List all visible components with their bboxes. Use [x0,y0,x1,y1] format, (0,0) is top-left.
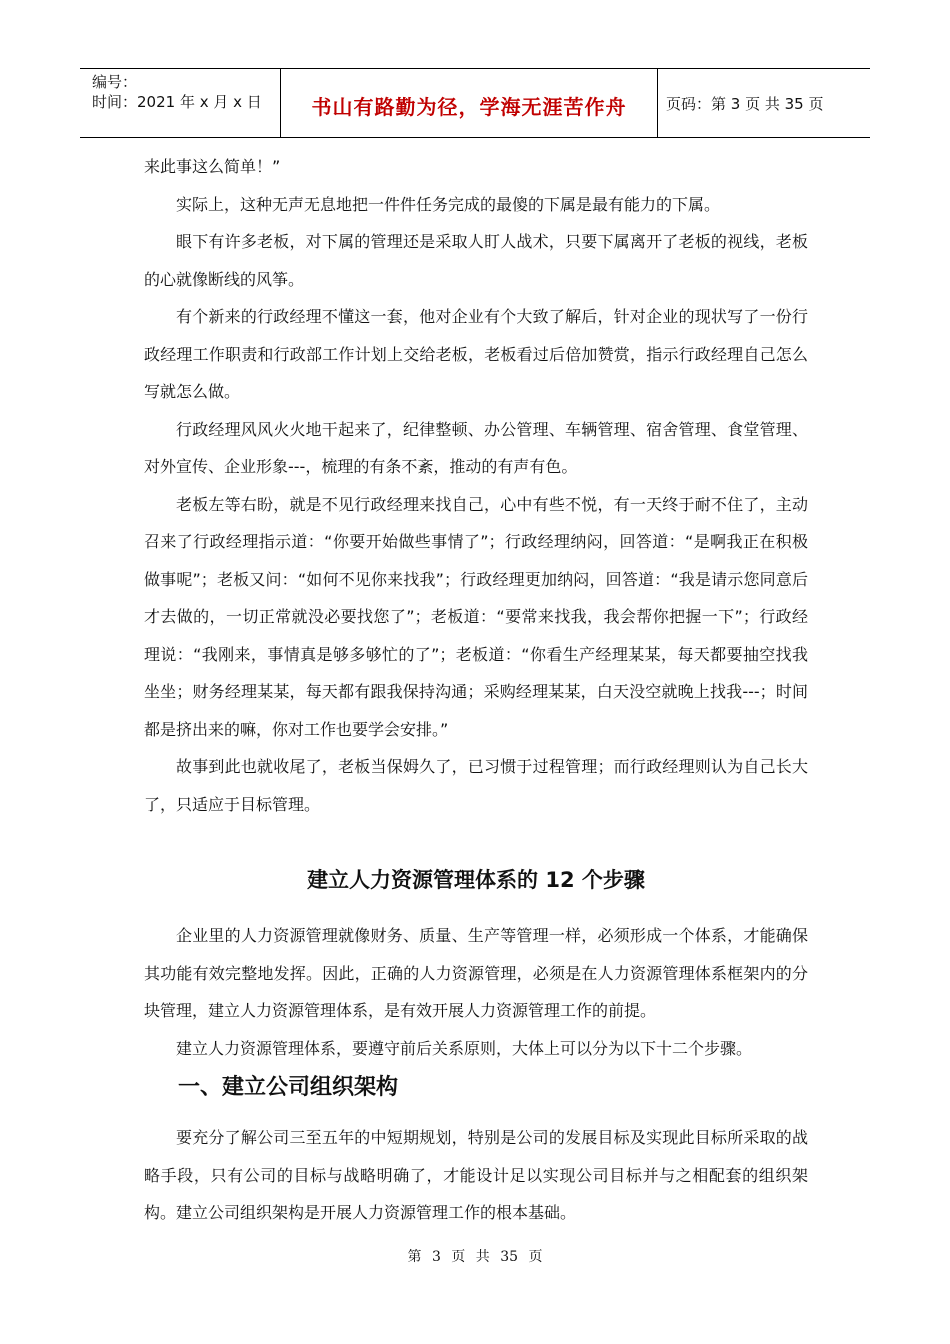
document-date: 时间：2021 年 x 月 x 日 [92,93,262,111]
paragraph-continued: 来此事这么简单！” [144,157,281,176]
paragraph: 老板左等右盼，就是不见行政经理来找自己，心中有些不悦，有一天终于耐不住了，主动召来了行政经理指示道：“你要开始做些事情了”；行政经理纳闷，回答道：“是啊我正在积极做事呢”；老板又问：“如何不见你来找我”；行政经理更加纳闷，回答道：“我是请示您同意后才去做的，一切正常就没必要找您了”；老板道：“要常来找我，我会帮你把握一下”；行政经理说：“我刚来，事情真是够多够忙的了”；老板道：“你看生产经理某某，每天都要抽空找我坐坐；财务经理某某，每天都有跟我保持沟通；采购经理某某，白天没空就晚上找我---；时间都是挤出来的嘛，你对工作也要学会安排。” [144,494,808,739]
document-body [144,148,808,1232]
header-motto-cell [281,69,658,137]
paragraph: 有个新来的行政经理不懂这一套，他对企业有个大致了解后，针对企业的现状写了一份行政经理工作职责和行政部工作计划上交给老板，老板看过后倍加赞赏，指示行政经理自己怎么写就怎么做。 [144,307,808,401]
header-page-info: 页码：第 3 页 共 35 页 [666,95,824,113]
header-meta-cell [80,69,281,137]
paragraph: 故事到此也就收尾了，老板当保姆久了，已习惯于过程管理；而行政经理则认为自己长大了，只适应于目标管理。 [144,757,808,814]
document-number-label: 编号： [92,73,138,91]
document-header [80,68,870,138]
heading-level-1: 一、建立公司组织架构 [178,1075,399,1100]
page-footer: 第 3 页 共 35 页 [407,1249,543,1265]
paragraph: 企业里的人力资源管理就像财务、质量、生产等管理一样，必须形成一个体系，才能确保其功能有效完整地发挥。因此，正确的人力资源管理，必须是在人力资源管理体系框架内的分块管理，建立人力资源管理体系，是有效开展人力资源管理工作的前提。 [144,926,808,1020]
paragraph: 眼下有许多老板，对下属的管理还是采取人盯人战术，只要下属离开了老板的视线，老板的心就像断线的风筝。 [144,232,808,289]
header-motto: 书山有路勤为径，学海无涯苦作舟 [311,95,627,119]
paragraph: 建立人力资源管理体系，要遵守前后关系原则，大体上可以分为以下十二个步骤。 [176,1038,753,1058]
paragraph: 实际上，这种无声无息地把一件件任务完成的最傻的下属是最有能力的下属。 [176,194,721,214]
paragraph: 要充分了解公司三至五年的中短期规划，特别是公司的发展目标及实现此目标所采取的战略手段，只有公司的目标与战略明确了，才能设计足以实现公司目标并与之相配套的组织架构。建立公司组织架构是开展人力资源管理工作的根本基础。 [144,1128,808,1222]
header-page-cell [658,69,870,137]
paragraph: 行政经理风风火火地干起来了，纪律整顿、办公管理、车辆管理、宿舍管理、食堂管理、对外宣传、企业形象---，梳理的有条不紊，推动的有声有色。 [144,419,808,476]
section-title: 建立人力资源管理体系的 12 个步骤 [307,868,645,892]
